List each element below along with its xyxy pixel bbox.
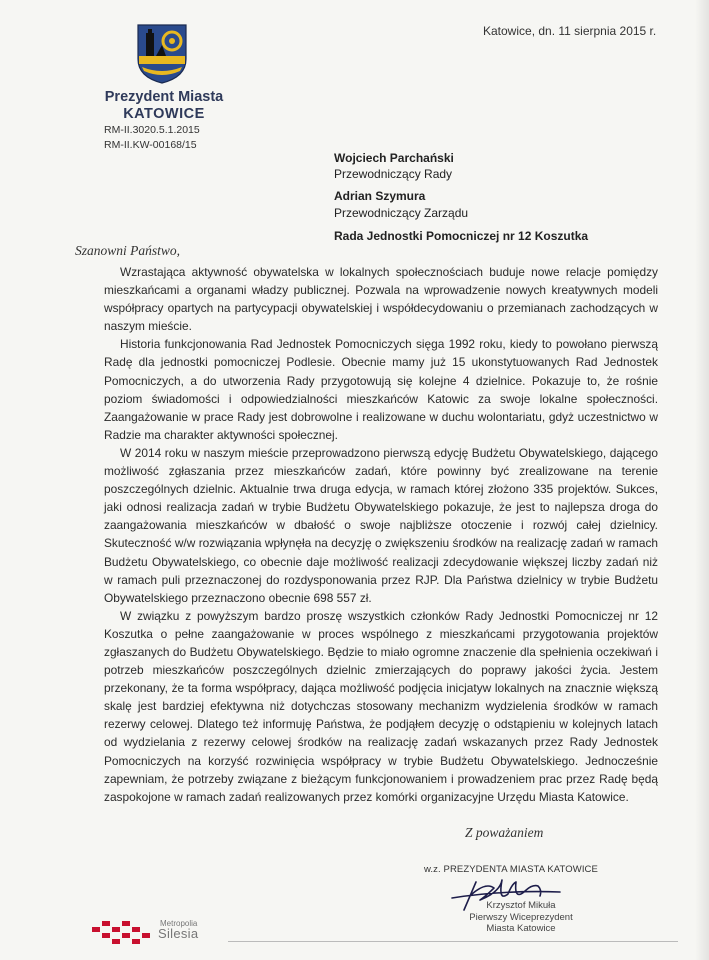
footer-logo-small-text: Metropolia [160,919,198,928]
signatory-office: Miasta Katowice [486,923,556,934]
place-and-date: Katowice, dn. 11 sierpnia 2015 r. [483,24,657,38]
recipient-organization: Rada Jednostki Pomocniczej nr 12 Koszutka [334,229,589,243]
letter-paragraph: W związku z powyższym bardzo proszę wszystkich członków Rady Jednostki Pomocniczej nr 12 Koszutka o pełne zaangażowanie w proces wspólnego z mieszkańcami przygotowania projektów zgłaszanych do Budżetu Obywatelskiego. Będzie to miało ogromne znaczenie dla spełnienia oczekiwań i potrzeb mieszkańców poszczególnych dzielnic zmierzających do poprawy jakości życia. Jestem przekonany, że ta forma współpracy, dająca możliwość podjęcia inicjatyw lokalnych na znacznie większą skalę jest bardziej efektywna niż dotychczas stosowany mechanizm wydzielenia środków w ramach rezerwy celowej. Dlatego też informuję Państwa, że podjąłem decyzję o odstąpieniu w kolejnych latach od wydzielania z rezerwy celowej środków na realizację zadań wskazanych przez Rady Jednostek Pomocniczych na korzyść rozwinięcia współpracy w trybie Budżetu Obywatelskiego. Jednocześnie zapewniam, że potrzeby związane z bieżącym funkcjonowaniem i prowadzeniem prac przez Radę będą zaspokojone w ramach zadań realizowanych przez komórki organizacyjne Urzędu Miasta Katowice. [104,608,658,804]
recipient-name: Adrian Szymura [334,189,426,203]
letter-paragraph: Wzrastająca aktywność obywatelska w lokalnych społecznościach buduje nowe relacje pomiędzy mieszkańcami a organami władzy publicznej. Pozwala na wprowadzenie nowych kreatywnych modeli współpracy opartych na partycypacji obywatelskiej i współdecydowaniu o przemianach zachodzących w naszym mieście. [104,265,658,334]
recipient-name: Wojciech Parchański [334,151,454,165]
letter-paragraph: W 2014 roku w naszym mieście przeprowadzono pierwszą edycję Budżetu Obywatelskiego, dającego możliwość zgłaszania przez mieszkańców zadań, które powinny być zrealizowane na terenie poszczególnych dzielnic. Aktualnie trwa druga edycja, w ramach której złożono 335 projektów. Sukces, jaki odnosi realizacja zadań w trybie Budżetu Obywatelskiego pokazuje, że jest to najlepsza droga do zaangażowania mieszkańców w dbałość o swoje najbliższe otoczenie i rozwój całej dzielnicy. Skuteczność w/w rozwiązania wpłynęła na decyzję o zwiększeniu środków na realizację zadań w ramach Budżetu Obywatelskiego, co obecnie daje możliwość realizacji zdecydowanie większej liczby zadań niż w ramach puli przeznaczonej do rozdysponowania przez RJP. Dla Państwa dzielnicy w trybie Budżetu Obywatelskiego przeznaczono obecnie 698 557 zł. [104,445,658,605]
signatory-name: Krzysztof Mikuła [486,900,556,911]
reference-number: RM-II.3020.5.1.2015 [104,124,200,136]
salutation: Szanowni Państwo, [75,243,181,258]
city-crest-icon [136,23,188,85]
recipient-role: Przewodniczący Zarządu [334,206,469,220]
letter-paragraph: Historia funkcjonowania Rad Jednostek Pomocniczych sięga 1992 roku, kiedy to powołano pierwszą Radę dla jednostki pomocniczej Podlesie. Obecnie mamy już 15 ukonstytuowanych Rad Jednostek Pomocniczych, a do utworzenia Rady przygotowują się kolejne 4 dzielnice. Pokazuje to, że rośnie poziom świadomości i odpowiedzialności mieszkańców Katowic za swoje lokalne społeczności. Zaangażowanie w prace Rady jest dobrowolne i realizowane w duchu wolontariatu, gdyż uczestnictwo w Radzie ma charakter aktywności społecznej. [104,337,658,442]
issuer-title: Prezydent Miasta [104,89,224,105]
reference-number: RM-II.KW-00168/15 [104,139,197,151]
page-edge-shadow [695,0,709,960]
signatory-role: Pierwszy Wiceprezydent [469,912,573,923]
footer-logo-text: Silesia [158,926,199,941]
recipient-role: Przewodniczący Rady [334,167,453,181]
footer-divider [228,941,678,942]
issuer-city: KATOWICE [123,106,205,122]
closing-phrase: Z poważaniem [465,825,544,840]
stamp-line: w.z. PREZYDENTA MIASTA KATOWICE [424,864,598,875]
letter-body [104,263,658,806]
